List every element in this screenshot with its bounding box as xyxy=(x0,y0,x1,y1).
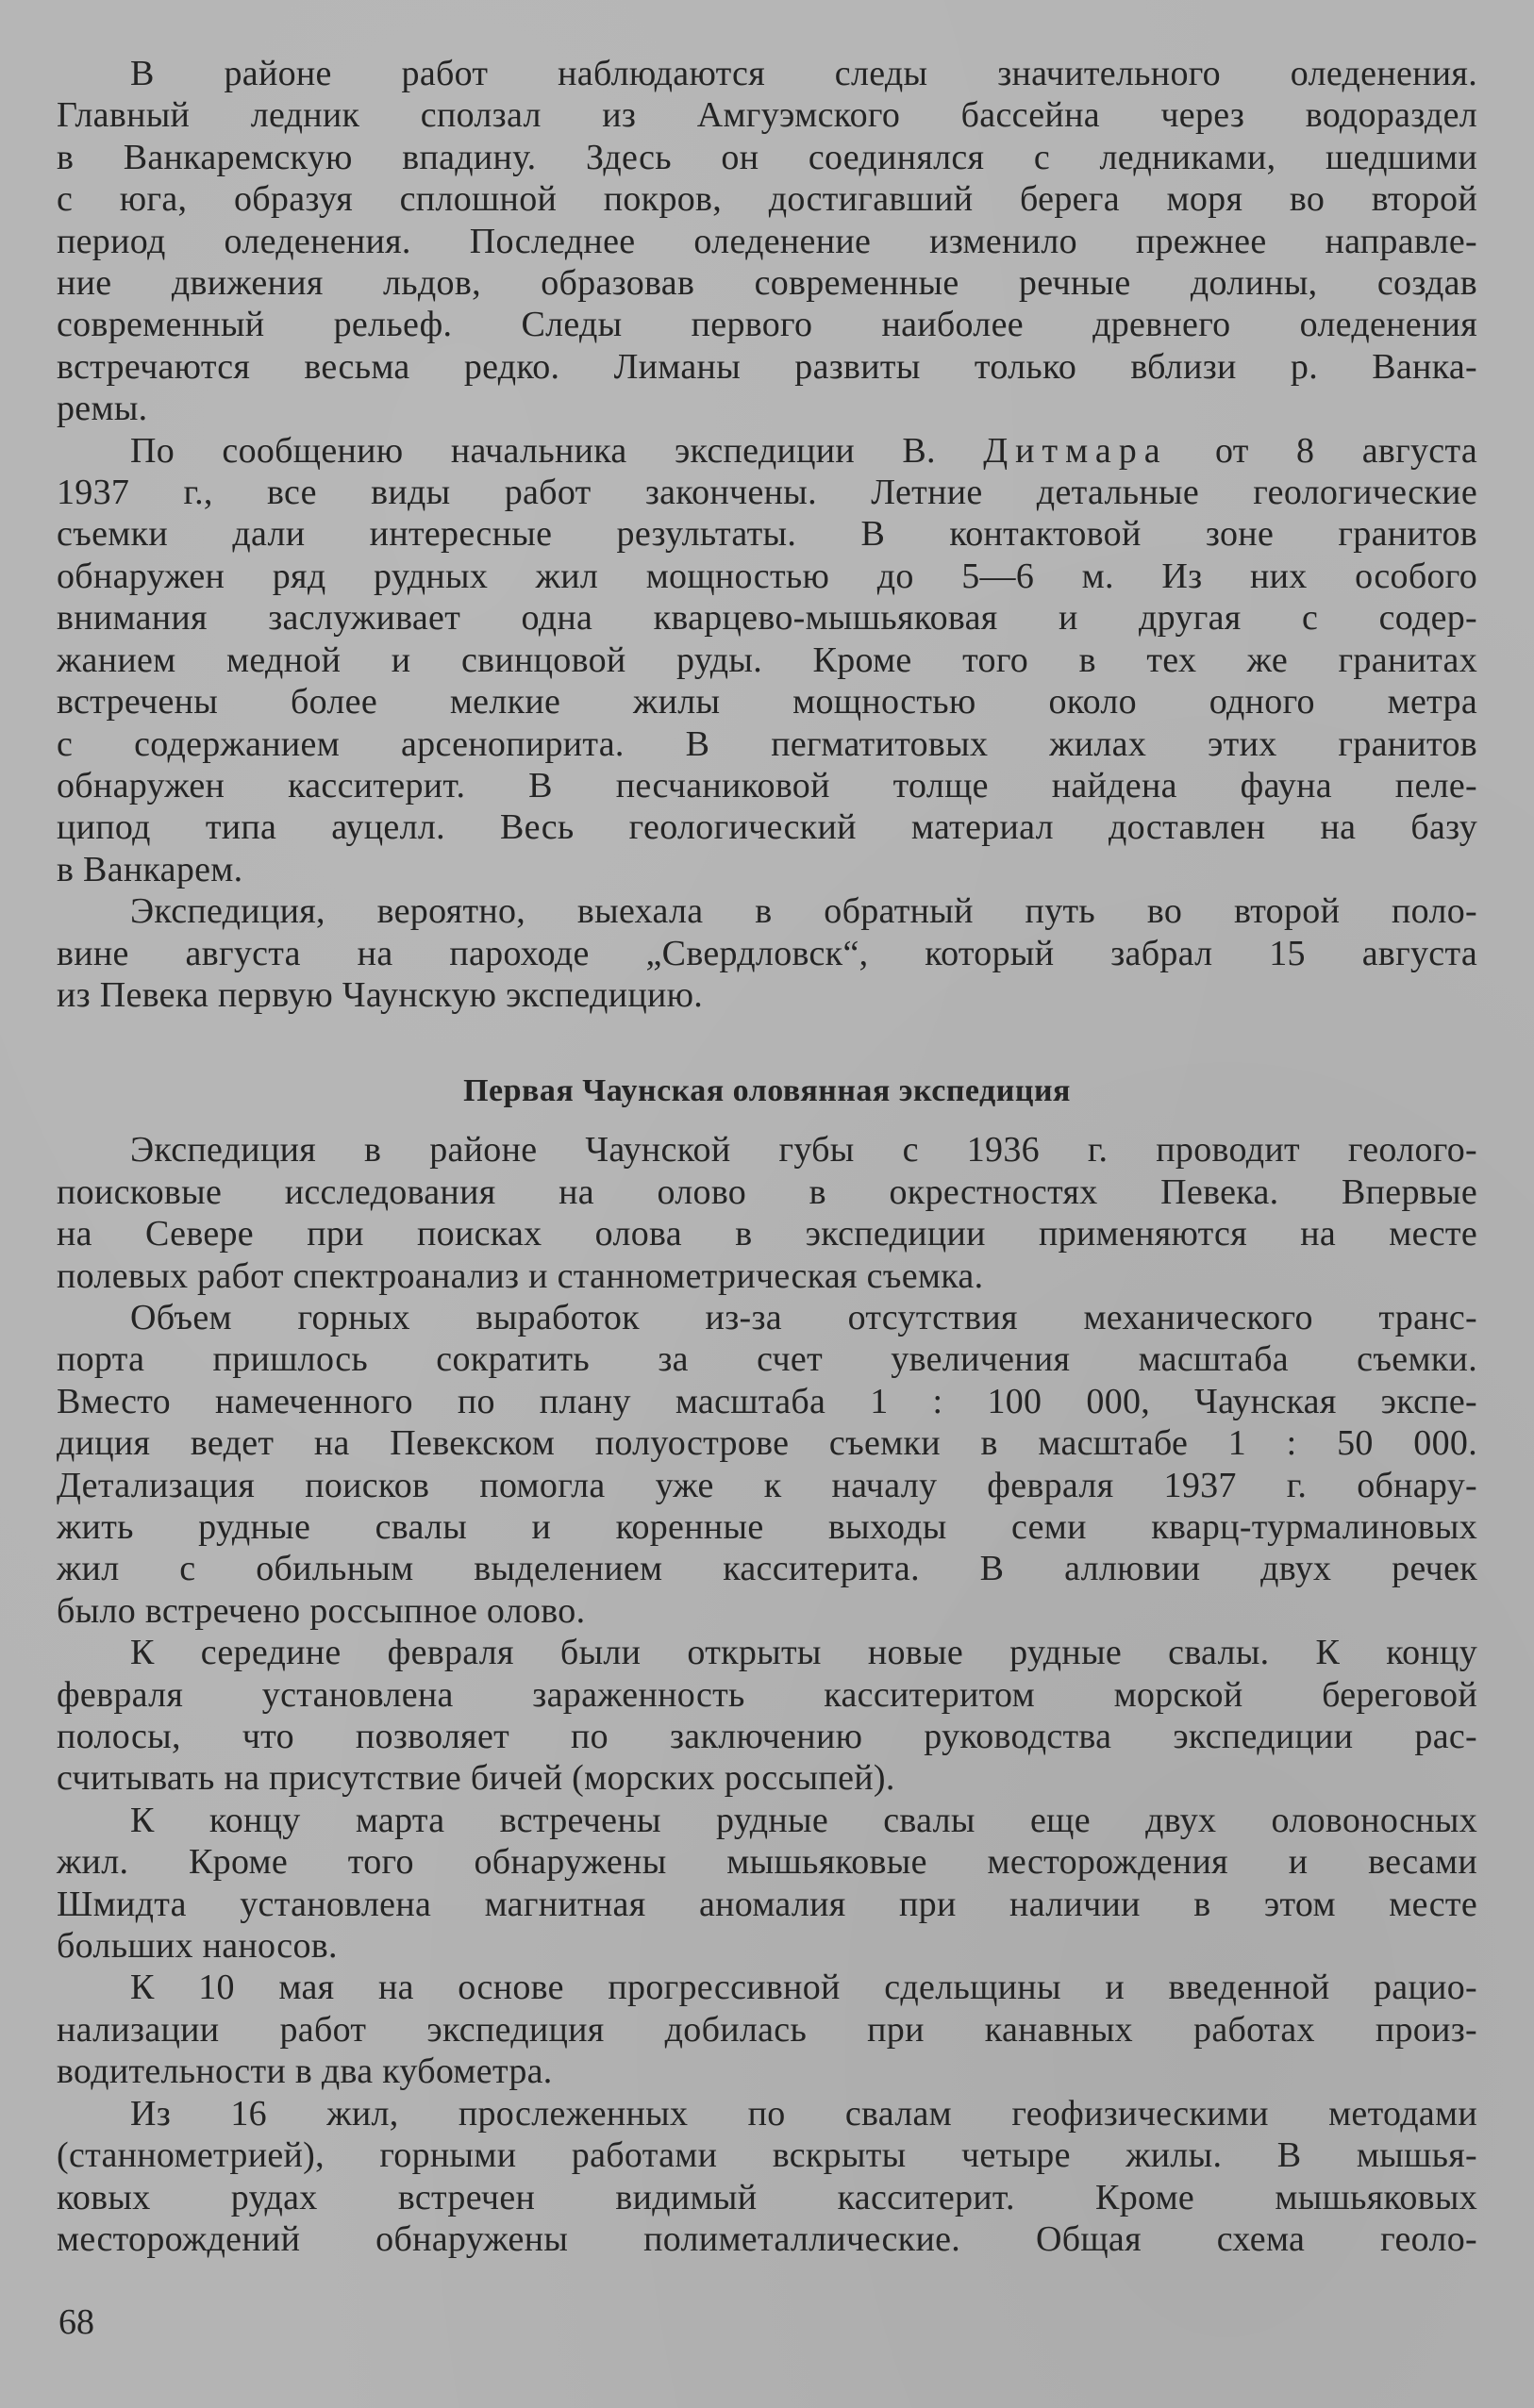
text-line: в Ванкарем. xyxy=(57,849,243,889)
text-line: Экспедиция в районе Чаунской губы с 1936 г. проводит геолого- xyxy=(130,1130,1477,1171)
text-line: К концу марта встречены рудные свалы еще двух оловоносных xyxy=(130,1800,1477,1840)
text-line: с юга, образуя сплошной покров, достигавший берега моря во второй xyxy=(57,179,1477,220)
text-line: жить рудные свалы и коренные выходы семи кварц-турмалиновых xyxy=(57,1507,1477,1547)
page-number: 68 xyxy=(58,2302,94,2342)
text-line: встречены более мелкие жилы мощностью около одного метра xyxy=(57,682,1477,722)
text-line: ние движения льдов, образовав современные речные долины, создав xyxy=(57,263,1477,304)
text-line xyxy=(57,430,1477,472)
paragraph-return-trip xyxy=(57,890,1477,1016)
text-line: 1937 г., все виды работ закончены. Летние детальные геологические xyxy=(57,473,1477,513)
text-line: встречаются весьма редко. Лиманы развиты только вблизи р. Ванка- xyxy=(57,346,1477,387)
text-line: порта пришлось сократить за счет увеличения масштаба съемки. xyxy=(57,1339,1477,1380)
text-line: на Севере при поисках олова в экспедиции применяются на месте xyxy=(57,1214,1477,1254)
text-line: ремы. xyxy=(57,389,148,429)
text-line: жанием медной и свинцовой руды. Кроме того в тех же гранитах xyxy=(57,639,1477,680)
text-line: февраля установлена зараженность касситеритом морской береговой xyxy=(57,1674,1477,1715)
text-line: жил. Кроме того обнаружены мышьяковые месторождения и весами xyxy=(57,1842,1477,1883)
text-line: съемки дали интересные результаты. В контактовой зоне гранитов xyxy=(57,514,1477,555)
text-line: Вместо намеченного по плану масштаба 1 : 100 000, Чаунская экспе- xyxy=(57,1381,1477,1421)
paragraph-chaun-expedition xyxy=(57,1129,1477,1297)
text-line: диция ведет на Певекском полуострове съемки в масштабе 1 : 50 000. xyxy=(57,1423,1477,1464)
text-line: обнаружен касситерит. В песчаниковой толще найдена фауна пеле- xyxy=(57,765,1477,805)
text-line: нализации работ экспедиция добилась при канавных работах произ- xyxy=(57,2009,1477,2050)
paragraph-mining-volume xyxy=(57,1297,1477,1632)
text-line: водительности в два кубометра. xyxy=(57,2051,553,2092)
text-line: из Певека первую Чаунскую экспедицию. xyxy=(57,974,704,1015)
text-line: обнаружен ряд рудных жил мощностью до 5—6 м. Из них особого xyxy=(57,556,1477,596)
text-line: вине августа на пароходе „Свердловск“, который забрал 15 августа xyxy=(57,933,1477,973)
text-line: поисковые исследования на олово в окрестностях Певека. Впервые xyxy=(57,1171,1477,1212)
text-line: Из 16 жил, прослеженных по свалам геофизическими методами xyxy=(130,2093,1477,2134)
paragraph-expedition-report xyxy=(57,430,1477,890)
text-line: было встречено россыпное олово. xyxy=(57,1590,586,1631)
text-line: Детализация поисков помогла уже к началу февраля 1937 г. обнару- xyxy=(57,1465,1477,1505)
text-segment: от 8 августа xyxy=(1167,430,1478,471)
text-line: современный рельеф. Следы первого наиболее древнего оледенения xyxy=(57,305,1477,345)
document-page xyxy=(57,53,1477,2260)
text-line: полевых работ спектроанализ и станнометрическая съемка. xyxy=(57,1255,984,1296)
text-line: К середине февраля были открыты новые рудные свалы. К концу xyxy=(130,1633,1477,1673)
text-line: в Ванкаремскую впадину. Здесь он соединялся с ледниками, шедшими xyxy=(57,137,1477,177)
paragraph-march xyxy=(57,1800,1477,1968)
text-segment: По сообщению начальника экспедиции В. xyxy=(130,430,984,471)
text-line: Главный ледник сползал из Амгуэмского бассейна через водораздел xyxy=(57,95,1477,136)
text-line: (станнометрией), горными работами вскрыты четыре жилы. В мышья- xyxy=(57,2135,1477,2176)
text-line: ципод типа ауцелл. Весь геологический материал доставлен на базу xyxy=(57,807,1477,848)
text-line: месторождений обнаружены полиметаллические. Общая схема геоло- xyxy=(57,2218,1477,2259)
text-line: Экспедиция, вероятно, выехала в обратный путь во второй поло- xyxy=(130,891,1477,932)
text-line: К 10 мая на основе прогрессивной сдельщины и введенной рацио- xyxy=(130,1968,1477,2008)
spaced-surname: Дитмара xyxy=(983,430,1168,471)
paragraph-glaciation xyxy=(57,53,1477,430)
text-line: В районе работ наблюдаются следы значительного оледенения. xyxy=(130,54,1477,93)
paragraph-veins xyxy=(57,2093,1477,2261)
text-line: внимания заслуживает одна кварцево-мышьяковая и другая с содер- xyxy=(57,598,1477,639)
text-line: период оледенения. Последнее оледенение изменило прежнее направле- xyxy=(57,221,1477,261)
text-line: Объем горных выработок из-за отсутствия механического транс- xyxy=(130,1297,1477,1337)
paragraph-february xyxy=(57,1632,1477,1800)
text-line: Шмидта установлена магнитная аномалия при наличии в этом месте xyxy=(57,1884,1477,1924)
text-line: полосы, что позволяет по заключению руководства экспедиции рас- xyxy=(57,1717,1477,1757)
text-line: считывать на присутствие бичей (морских россыпей). xyxy=(57,1758,895,1799)
text-line: с содержанием арсенопирита. В пегматитовых жилах этих гранитов xyxy=(57,723,1477,764)
paragraph-may xyxy=(57,1967,1477,2092)
section-heading: Первая Чаунская оловянная экспедиция xyxy=(463,1073,1071,1109)
text-line: больших наносов. xyxy=(57,1926,338,1967)
text-line: жил с обильным выделением касситерита. В аллювии двух речек xyxy=(57,1549,1477,1589)
text-line: ковых рудах встречен видимый касситерит. Кроме мышьяковых xyxy=(57,2177,1477,2217)
